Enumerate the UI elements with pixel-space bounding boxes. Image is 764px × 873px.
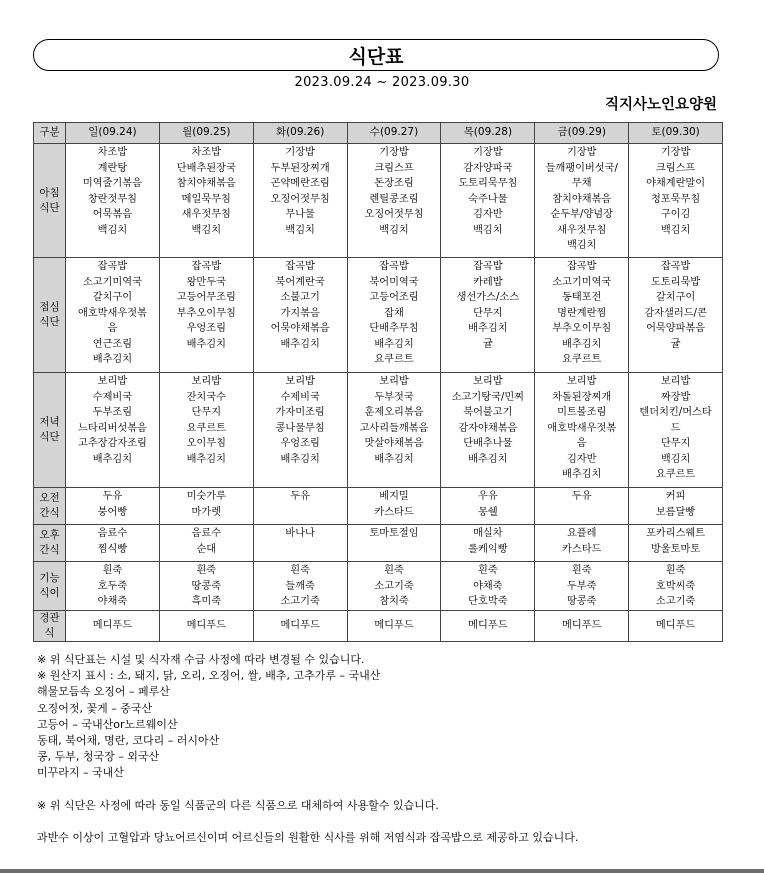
menu-item: 기장밥 [660,147,691,158]
menu-item: 감자야채볶음 [458,422,518,434]
menu-item: 단배추나물 [463,438,513,449]
menu-period: 2023.09.24 ~ 2023.09.30 [294,75,470,90]
header-day-cell: 화(09.26) [253,123,347,144]
meal-label-line: 저녁 [39,416,60,428]
notes-spacer [37,814,737,830]
menu-item: 콩나물무침 [275,422,325,434]
notes-spacer [37,782,737,798]
menu-item: 오징어젓무침 [364,209,424,220]
menu-item: 요쿠르트 [186,422,226,434]
menu-item: 흰죽 [571,565,592,576]
menu-cell [253,525,347,562]
menu-item: 무채 [571,178,592,189]
menu-item: 소고기미역국 [82,276,142,288]
meal-label-line: 기능 [39,571,60,584]
note-line: 과반수 이상이 고혈압과 당뇨어르신이며 어르신들의 원활한 식사를 위해 저염식과 잡곡밥으로 제공하고 있습니다. [37,830,579,844]
meal-row [34,144,723,258]
menu-item: 도토리묵밥 [650,276,701,288]
menu-item: 드 [670,422,681,434]
menu-item: 보리밥 [566,376,597,387]
note-line: 콩, 두부, 청국장 – 외국산 [37,750,160,764]
meal-label-cell [34,488,66,525]
menu-cell [441,258,535,373]
menu-item: 베지밀 [379,491,409,502]
note-line: ※ 위 식단표는 시설 및 식자재 수급 사정에 따라 변경될 수 있습니다. [37,653,365,666]
menu-item: 카스타드 [562,543,602,555]
menu-cell [66,610,160,641]
meal-label-cell [34,562,66,611]
meal-row [34,562,723,611]
menu-item: 부추오이무침 [552,323,612,334]
menu-cell [159,562,253,611]
menu-item: 배추김치 [92,354,133,365]
menu-cell [66,488,160,525]
menu-item: 청포묵무침 [650,193,701,205]
meal-label-line: 식단 [39,201,60,214]
menu-cell [66,373,160,488]
menu-item: 감자샐러드/콘 [644,307,707,319]
meal-label-line: 간식 [39,544,60,556]
menu-item: 잡곡밥 [97,261,128,272]
menu-item: 요쿠르트 [562,354,602,365]
menu-item: 텐더치킨/머스타 [639,407,712,418]
menu-item: 두부된장찌개 [270,162,330,174]
menu-item: 숙주나물 [468,193,508,205]
menu-item: 기장밥 [473,147,503,158]
menu-item: 흰죽 [290,565,310,576]
menu-item: 바나나 [285,528,315,539]
menu-item: 흰죽 [384,565,404,576]
menu-item: 보름달빵 [655,506,696,518]
menu-item: 돈장조림 [374,178,414,189]
menu-item: 잡곡밥 [285,261,315,272]
menu-item: 찜식빵 [97,543,128,555]
menu-item: 보리밥 [191,376,222,387]
menu-item: 소고기탕국/민찌 [451,391,525,403]
menu-cell [629,610,723,641]
menu-item: 북어계란국 [275,276,325,288]
menu-cell [253,373,347,488]
menu-item: 들깨죽 [285,580,315,592]
header-day-cell: 목(09.28) [441,123,535,144]
menu-item: 보리밥 [660,376,691,387]
menu-cell [159,144,253,258]
meal-label-line: 간식 [39,507,60,519]
menu-cell [535,373,629,488]
menu-item: 렌틸콩조림 [369,193,419,205]
menu-item: 가자미조림 [275,407,325,418]
menu-item: 백김치 [191,224,222,236]
menu-item: 우엉조림 [280,438,320,449]
menu-item: 어묵볶음 [92,209,133,220]
note-line: ※ 원산지 표시 : 소, 돼지, 닭, 오리, 오징어, 쌀, 배추, 고추가루 – 국내산 [37,669,381,683]
menu-item: 미숫가루 [186,491,226,502]
menu-item: 보리밥 [97,376,128,387]
menu-item: 흰죽 [478,565,498,576]
note-line: 미꾸라지 – 국내산 [37,766,124,780]
menu-item: 두유 [290,491,310,502]
menu-item: 메디푸드 [92,620,133,632]
menu-item: 배추김치 [374,338,414,350]
menu-item: 새우젓무침 [181,209,231,220]
meal-row [34,258,723,373]
menu-item: 수제비국 [92,391,133,403]
menu-cell [535,525,629,562]
menu-item: 참치죽 [379,596,409,607]
menu-item: 수제비국 [280,391,320,403]
menu-cell [253,258,347,373]
page-title: 식단표 [348,45,404,68]
menu-item: 짜장밥 [660,391,691,403]
menu-item: 곤약메란조림 [270,178,330,189]
menu-item: 감자양파국 [463,162,513,174]
menu-cell [66,525,160,562]
header-category-cell: 구분 [34,123,66,144]
header-day-cell: 월(09.25) [159,123,253,144]
menu-item: 갈치구이 [92,292,133,303]
menu-item: 메디푸드 [280,620,320,632]
menu-item: 배추김치 [186,453,226,465]
menu-cell [441,525,535,562]
menu-cell [347,258,441,373]
menu-item: 순대 [196,543,217,555]
menu-item: 음료수 [97,528,128,539]
menu-item: 연근조림 [92,338,133,350]
note-line: 오징어젓, 꽃게 – 중국산 [37,701,153,715]
menu-item: 음 [107,323,118,334]
menu-item: 새우젓무침 [557,224,607,236]
menu-item: 단무지 [473,307,503,319]
menu-item: 잡곡밥 [473,261,503,272]
menu-item: 소고기죽 [280,596,320,607]
menu-item: 야채죽 [473,580,503,592]
menu-item: 배추김치 [562,469,602,480]
menu-item: 잡채 [384,307,404,319]
meal-label-line: 식 [44,626,55,639]
menu-item: 마가렛 [191,506,222,518]
note-line: 해물모듬속 오징어 – 페루산 [37,685,170,699]
menu-item: 음료수 [191,528,222,539]
menu-item: 백김치 [285,224,315,236]
menu-item: 두유 [102,491,123,502]
menu-item: 고사리들깨볶음 [359,422,429,434]
header-day-cell: 수(09.27) [347,123,441,144]
menu-item: 카레밥 [473,276,503,288]
menu-cell [629,258,723,373]
menu-item: 어묵양파볶음 [646,323,706,334]
menu-item: 김자반 [566,453,597,465]
menu-item: 메일묵무침 [181,193,231,205]
menu-title-banner [33,39,719,71]
menu-item: 땅콩죽 [566,596,597,607]
header-day-cell: 토(09.30) [629,123,723,144]
menu-item: 메디푸드 [562,620,602,632]
menu-cell [535,488,629,525]
meal-row [34,488,723,525]
menu-item: 배추김치 [186,338,226,350]
menu-item: 배추김치 [468,323,508,334]
menu-item: 단배추무침 [369,323,419,334]
menu-item: 우엉조림 [186,323,226,334]
menu-item: 애호박새우젓볶 [547,422,617,434]
menu-item: 배추김치 [562,338,602,350]
menu-item: 잡곡밥 [379,261,409,272]
meal-label-line: 오후 [39,529,60,541]
menu-item: 김자반 [473,209,503,220]
menu-item: 배추김치 [468,453,508,465]
menu-item: 순두부/양념장 [550,209,613,220]
menu-item: 어묵야채볶음 [270,323,330,334]
menu-item: 두부젓국 [374,391,414,403]
meal-row [34,525,723,562]
menu-item: 소고기미역국 [552,276,612,288]
note-line: ※ 위 식단은 사정에 따라 동일 식품군의 다른 식품으로 대체하여 사용할수 있습니다. [37,798,439,812]
meal-row [34,610,723,641]
menu-item: 맛살야채볶음 [364,438,424,449]
menu-cell [441,373,535,488]
bottom-divider [0,869,764,873]
menu-item: 호박씨죽 [655,580,696,592]
menu-item: 배추김치 [280,338,320,350]
note-line: 동태, 북어채, 명란, 코다리 – 러시아산 [37,734,220,748]
menu-item: 차조밥 [191,147,222,158]
menu-cell [347,488,441,525]
menu-item: 차돌된장찌개 [552,391,612,403]
menu-item: 흰죽 [665,565,686,576]
menu-item: 백김치 [660,224,691,236]
menu-item: 두부조림 [92,407,133,418]
menu-item: 가지볶음 [280,307,320,319]
menu-item: 배추김치 [280,453,320,465]
menu-cell [441,610,535,641]
menu-item: 참치야채볶음 [552,193,612,205]
menu-cell [535,258,629,373]
menu-item: 구이김 [660,209,691,220]
menu-cell [347,562,441,611]
menu-item: 느타리버섯볶음 [77,422,147,434]
menu-item: 갈치구이 [655,292,696,303]
menu-item: 차조밥 [97,147,128,158]
menu-item: 흰죽 [196,565,217,576]
menu-cell [535,562,629,611]
menu-item: 단무지 [191,407,222,418]
menu-item: 백김치 [566,240,597,251]
menu-item: 단배추된장국 [176,162,236,174]
menu-cell [347,144,441,258]
menu-cell [159,488,253,525]
menu-item: 단호박죽 [468,596,508,607]
menu-item: 포카리스웨트 [646,528,706,539]
meal-label-line: 식이 [39,586,60,599]
menu-cell [347,525,441,562]
menu-item: 왕만두국 [186,276,226,288]
menu-item: 명란계란찜 [557,307,607,319]
menu-item: 요플레 [566,528,597,539]
menu-cell [159,525,253,562]
menu-item: 카스타드 [374,506,414,518]
menu-item: 북어미역국 [369,276,419,288]
menu-item: 야채계란말이 [646,178,706,189]
menu-cell [253,610,347,641]
header-day-cell: 금(09.29) [535,123,629,144]
menu-item: 방울토마토 [650,543,701,555]
menu-item: 북어불고기 [463,407,513,418]
menu-item: 백김치 [473,224,503,236]
menu-item: 매실차 [473,528,503,539]
menu-item: 미역줄기볶음 [82,178,142,189]
menu-item: 메디푸드 [655,620,696,632]
menu-item: 도토리묵무침 [458,178,518,189]
menu-item: 메디푸드 [186,620,226,632]
menu-item: 고추장감자조림 [77,438,147,449]
menu-item: 부추오이무침 [176,307,236,319]
menu-item: 보리밥 [473,376,503,387]
meal-label-cell [34,258,66,373]
menu-item: 흰죽 [102,565,123,576]
menu-cell [629,373,723,488]
weekly-menu-table [33,122,723,642]
menu-item: 오이무침 [186,438,226,449]
menu-cell [253,144,347,258]
menu-item: 야채죽 [97,596,128,607]
notes-section [37,652,737,846]
menu-item: 흑미죽 [191,596,222,607]
meal-label-line: 오전 [39,492,60,504]
menu-item: 소불고기 [280,292,320,303]
menu-item: 메디푸드 [374,620,414,632]
menu-item: 몽쉘 [478,506,498,518]
menu-item: 요쿠르트 [655,469,696,480]
menu-cell [159,258,253,373]
menu-cell [441,562,535,611]
menu-item: 잡곡밥 [566,261,597,272]
menu-item: 잡곡밥 [191,261,222,272]
menu-item: 토마토절임 [369,528,419,539]
menu-item: 기장밥 [566,147,597,158]
menu-item: 애호박새우젓볶 [77,307,147,319]
menu-item: 소고기죽 [374,580,414,592]
menu-item: 단무지 [660,438,691,449]
menu-item: 커피 [665,491,686,502]
meal-label-cell [34,144,66,258]
menu-item: 동태포전 [562,292,602,303]
menu-cell [253,488,347,525]
meal-label-line: 경관 [39,611,60,624]
menu-cell [441,488,535,525]
menu-item: 보리밥 [285,376,315,387]
menu-cell [535,144,629,258]
note-line: 고등어 – 국내산or노르웨이산 [37,717,178,731]
menu-item: 크림스프 [374,162,414,174]
menu-item: 배추김치 [374,453,414,465]
meal-label-cell [34,373,66,488]
menu-item: 귤 [482,338,493,350]
menu-item: 오징어젓무침 [270,193,330,205]
menu-item: 창란젓무침 [87,193,138,205]
menu-cell [629,562,723,611]
menu-item: 소고기죽 [655,596,696,607]
meal-label-cell [34,610,66,641]
menu-cell [253,562,347,611]
meal-row [34,373,723,488]
menu-item: 훈제오리볶음 [364,407,424,418]
menu-cell [629,525,723,562]
menu-item: 잔치국수 [186,391,226,403]
menu-item: 기장밥 [379,147,409,158]
menu-item: 기장밥 [285,147,315,158]
menu-cell [441,144,535,258]
menu-cell [347,373,441,488]
meal-label-cell [34,525,66,562]
menu-item: 메디푸드 [468,620,508,632]
menu-item: 고등어조림 [369,292,419,303]
menu-item: 롤케익빵 [468,543,508,555]
menu-item: 호두죽 [97,580,128,592]
menu-item: 생선가스/소스 [456,292,520,303]
meal-label-line: 점심 [39,301,60,313]
table-header-row [34,123,723,144]
menu-item: 크림스프 [655,162,696,174]
meal-label-line: 아침 [39,186,60,199]
menu-item: 고등어무조림 [176,292,236,303]
menu-item: 두부죽 [566,580,597,592]
menu-item: 들깨팽이버섯국/ [545,162,618,174]
menu-item: 무나물 [285,209,315,220]
menu-item: 보리밥 [379,376,409,387]
menu-item: 계란탕 [97,162,128,174]
menu-item: 우유 [478,491,498,502]
menu-cell [629,488,723,525]
menu-cell [66,144,160,258]
menu-cell [159,610,253,641]
menu-cell [66,258,160,373]
menu-cell [159,373,253,488]
menu-item: 땅콩죽 [191,580,222,592]
menu-item: 백김치 [660,453,691,465]
menu-item: 귤 [670,338,681,350]
menu-item: 잡곡밥 [660,261,691,272]
organization-name: 직지사노인요양원 [604,97,717,113]
meal-label-line: 식단 [39,431,60,443]
menu-cell [66,562,160,611]
meal-label-line: 식단 [39,316,60,328]
menu-item: 백김치 [379,224,409,236]
menu-item: 배추김치 [92,453,133,465]
menu-cell [535,610,629,641]
menu-item: 미트볼조림 [557,407,607,418]
menu-cell [629,144,723,258]
menu-item: 두유 [571,491,592,502]
menu-item: 음 [576,438,587,449]
menu-item: 백김치 [97,224,128,236]
header-day-cell: 일(09.24) [66,123,160,144]
menu-item: 요쿠르트 [374,354,414,365]
menu-cell [347,610,441,641]
menu-item: 참치야채볶음 [176,178,236,189]
menu-item: 붕어빵 [97,506,128,518]
